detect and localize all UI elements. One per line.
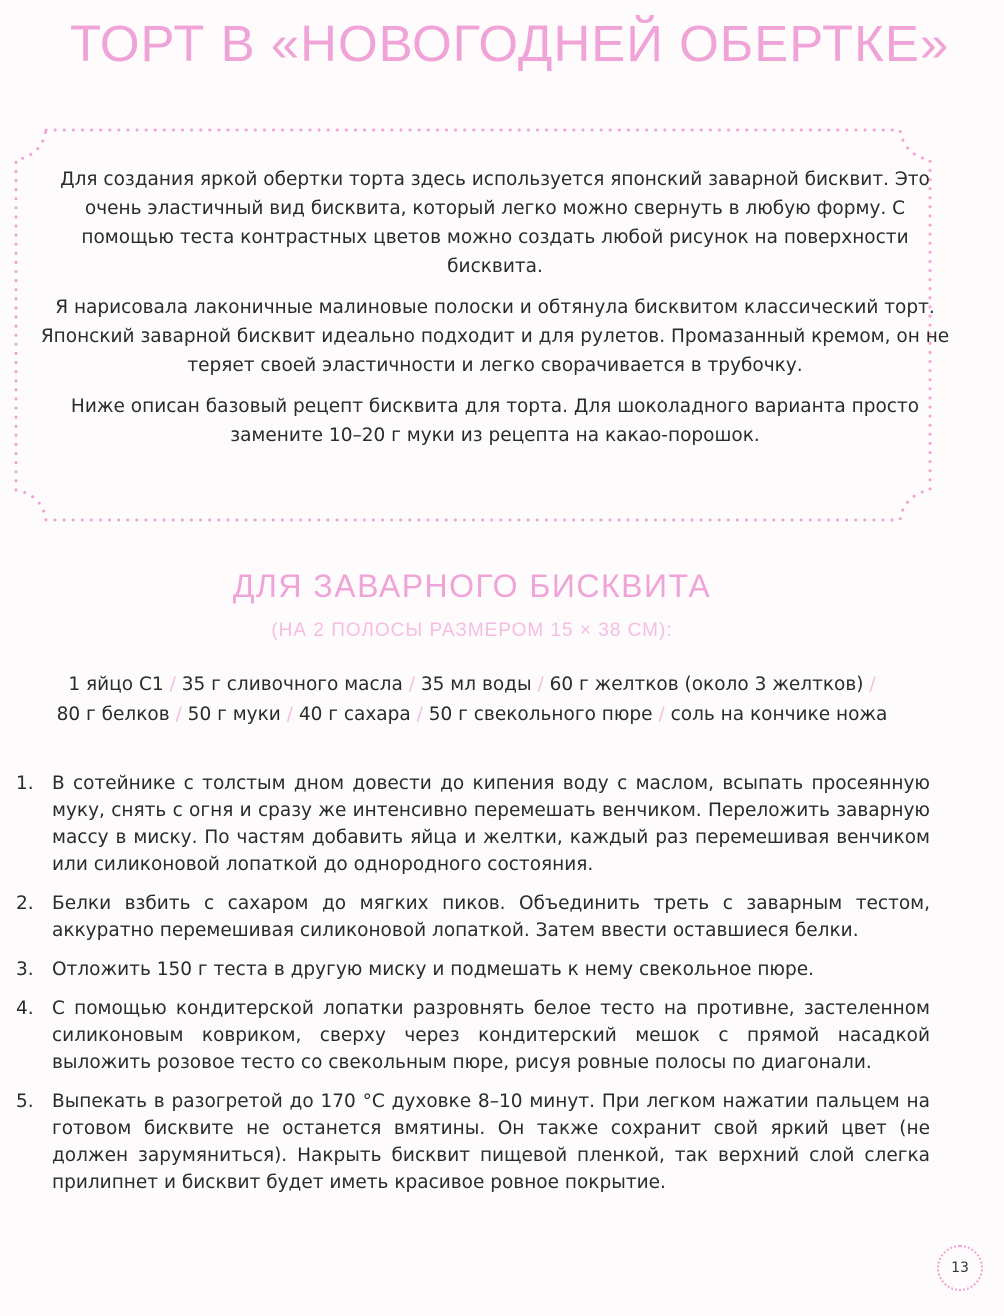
step-item (16, 890, 930, 944)
ingredients-list (10, 670, 934, 730)
section-subtitle: (НА 2 ПОЛОСЫ РАЗМЕРОМ 15 × 38 СМ): (271, 620, 673, 641)
step-text: Отложить 150 г теста в другую миску и подмешать к нему свекольное пюре. (52, 959, 815, 980)
step-number: 3. (16, 959, 34, 980)
ingredient: 40 г сахара (298, 704, 411, 725)
ingredient-separator: / (175, 704, 182, 725)
ingredient: 35 мл воды (420, 674, 532, 695)
section-title: ДЛЯ ЗАВАРНОГО БИСКВИТА (232, 568, 712, 604)
ingredient-separator: / (416, 704, 423, 725)
intro-text (40, 165, 950, 462)
page-title: ТОРТ В «НОВОГОДНЕЙ ОБЕРТКЕ» (70, 15, 950, 72)
ingredient-separator: / (537, 674, 544, 695)
step-item (16, 956, 930, 983)
step-number: 1. (16, 773, 34, 794)
step-number: 2. (16, 893, 34, 914)
step-item (16, 995, 930, 1076)
ingredient: 50 г муки (187, 704, 281, 725)
ingredient-separator: / (408, 674, 415, 695)
intro-paragraph: Для создания яркой обертки торта здесь используется японский заварной бисквит. Это очень эластичный вид бисквита, который легко можно свернуть в любую форму. С помощью теста контрастных цветов можно создать любой рисунок на поверхности бисквита. (60, 169, 930, 277)
step-item (16, 1088, 930, 1196)
ingredient-separator: / (869, 674, 876, 695)
step-item (16, 770, 930, 878)
page-number: 13 (937, 1245, 983, 1291)
ingredient: 50 г свекольного пюре (428, 704, 653, 725)
ingredient: 80 г белков (56, 704, 170, 725)
ingredient-separator: / (658, 704, 665, 725)
ingredient-separator: / (169, 674, 176, 695)
step-text: С помощью кондитерской лопатки разровнять белое тесто на противне, застеленном силиконовым ковриком, сверху через кондитерский мешок с прямой насадкой выложить розовое тесто со свекольным пюре, рисуя ровные полосы по диагонали. (52, 998, 930, 1073)
steps-list (16, 770, 930, 1208)
ingredient: 1 яйцо С1 (68, 674, 164, 695)
step-text: Белки взбить с сахаром до мягких пиков. Объединить треть с заварным тестом, аккуратно перемешивая силиконовой лопаткой. Затем ввести оставшиеся белки. (52, 893, 930, 941)
ingredient: соль на кончике ножа (670, 704, 888, 725)
ingredient-separator: / (286, 704, 293, 725)
ingredient: 35 г сливочного масла (181, 674, 403, 695)
ingredient: 60 г желтков (около 3 желтков) (549, 674, 864, 695)
intro-paragraph: Ниже описан базовый рецепт бисквита для торта. Для шоколадного варианта просто замените 10–20 г муки из рецепта на какао-порошок. (70, 396, 920, 446)
step-number: 5. (16, 1091, 34, 1112)
step-text: В сотейнике с толстым дном довести до кипения воду с маслом, всыпать просеянную муку, снять с огня и сразу же интенсивно перемешать венчиком. Переложить заварную массу в миску. По частям добавить яйца и желтки, каждый раз перемешивая венчиком или силиконовой лопаткой до однородного состояния. (52, 773, 930, 875)
intro-paragraph: Я нарисовала лаконичные малиновые полоски и обтянула бисквитом классический торт. Японский заварной бисквит идеально подходит и для рулетов. Промазанный кремом, он не теряет своей эластичности и легко сворачивается в трубочку. (40, 297, 950, 376)
step-text: Выпекать в разогретой до 170 °C духовке 8–10 минут. При легком нажатии пальцем на готовом бисквите не останется вмятины. Он также сохранит свой яркий цвет (не должен зарумяниться). Накрыть бисквит пищевой пленкой, так верхний слой слегка прилипнет и бисквит будет иметь красивое ровное покрытие. (52, 1091, 930, 1193)
step-number: 4. (16, 998, 34, 1019)
